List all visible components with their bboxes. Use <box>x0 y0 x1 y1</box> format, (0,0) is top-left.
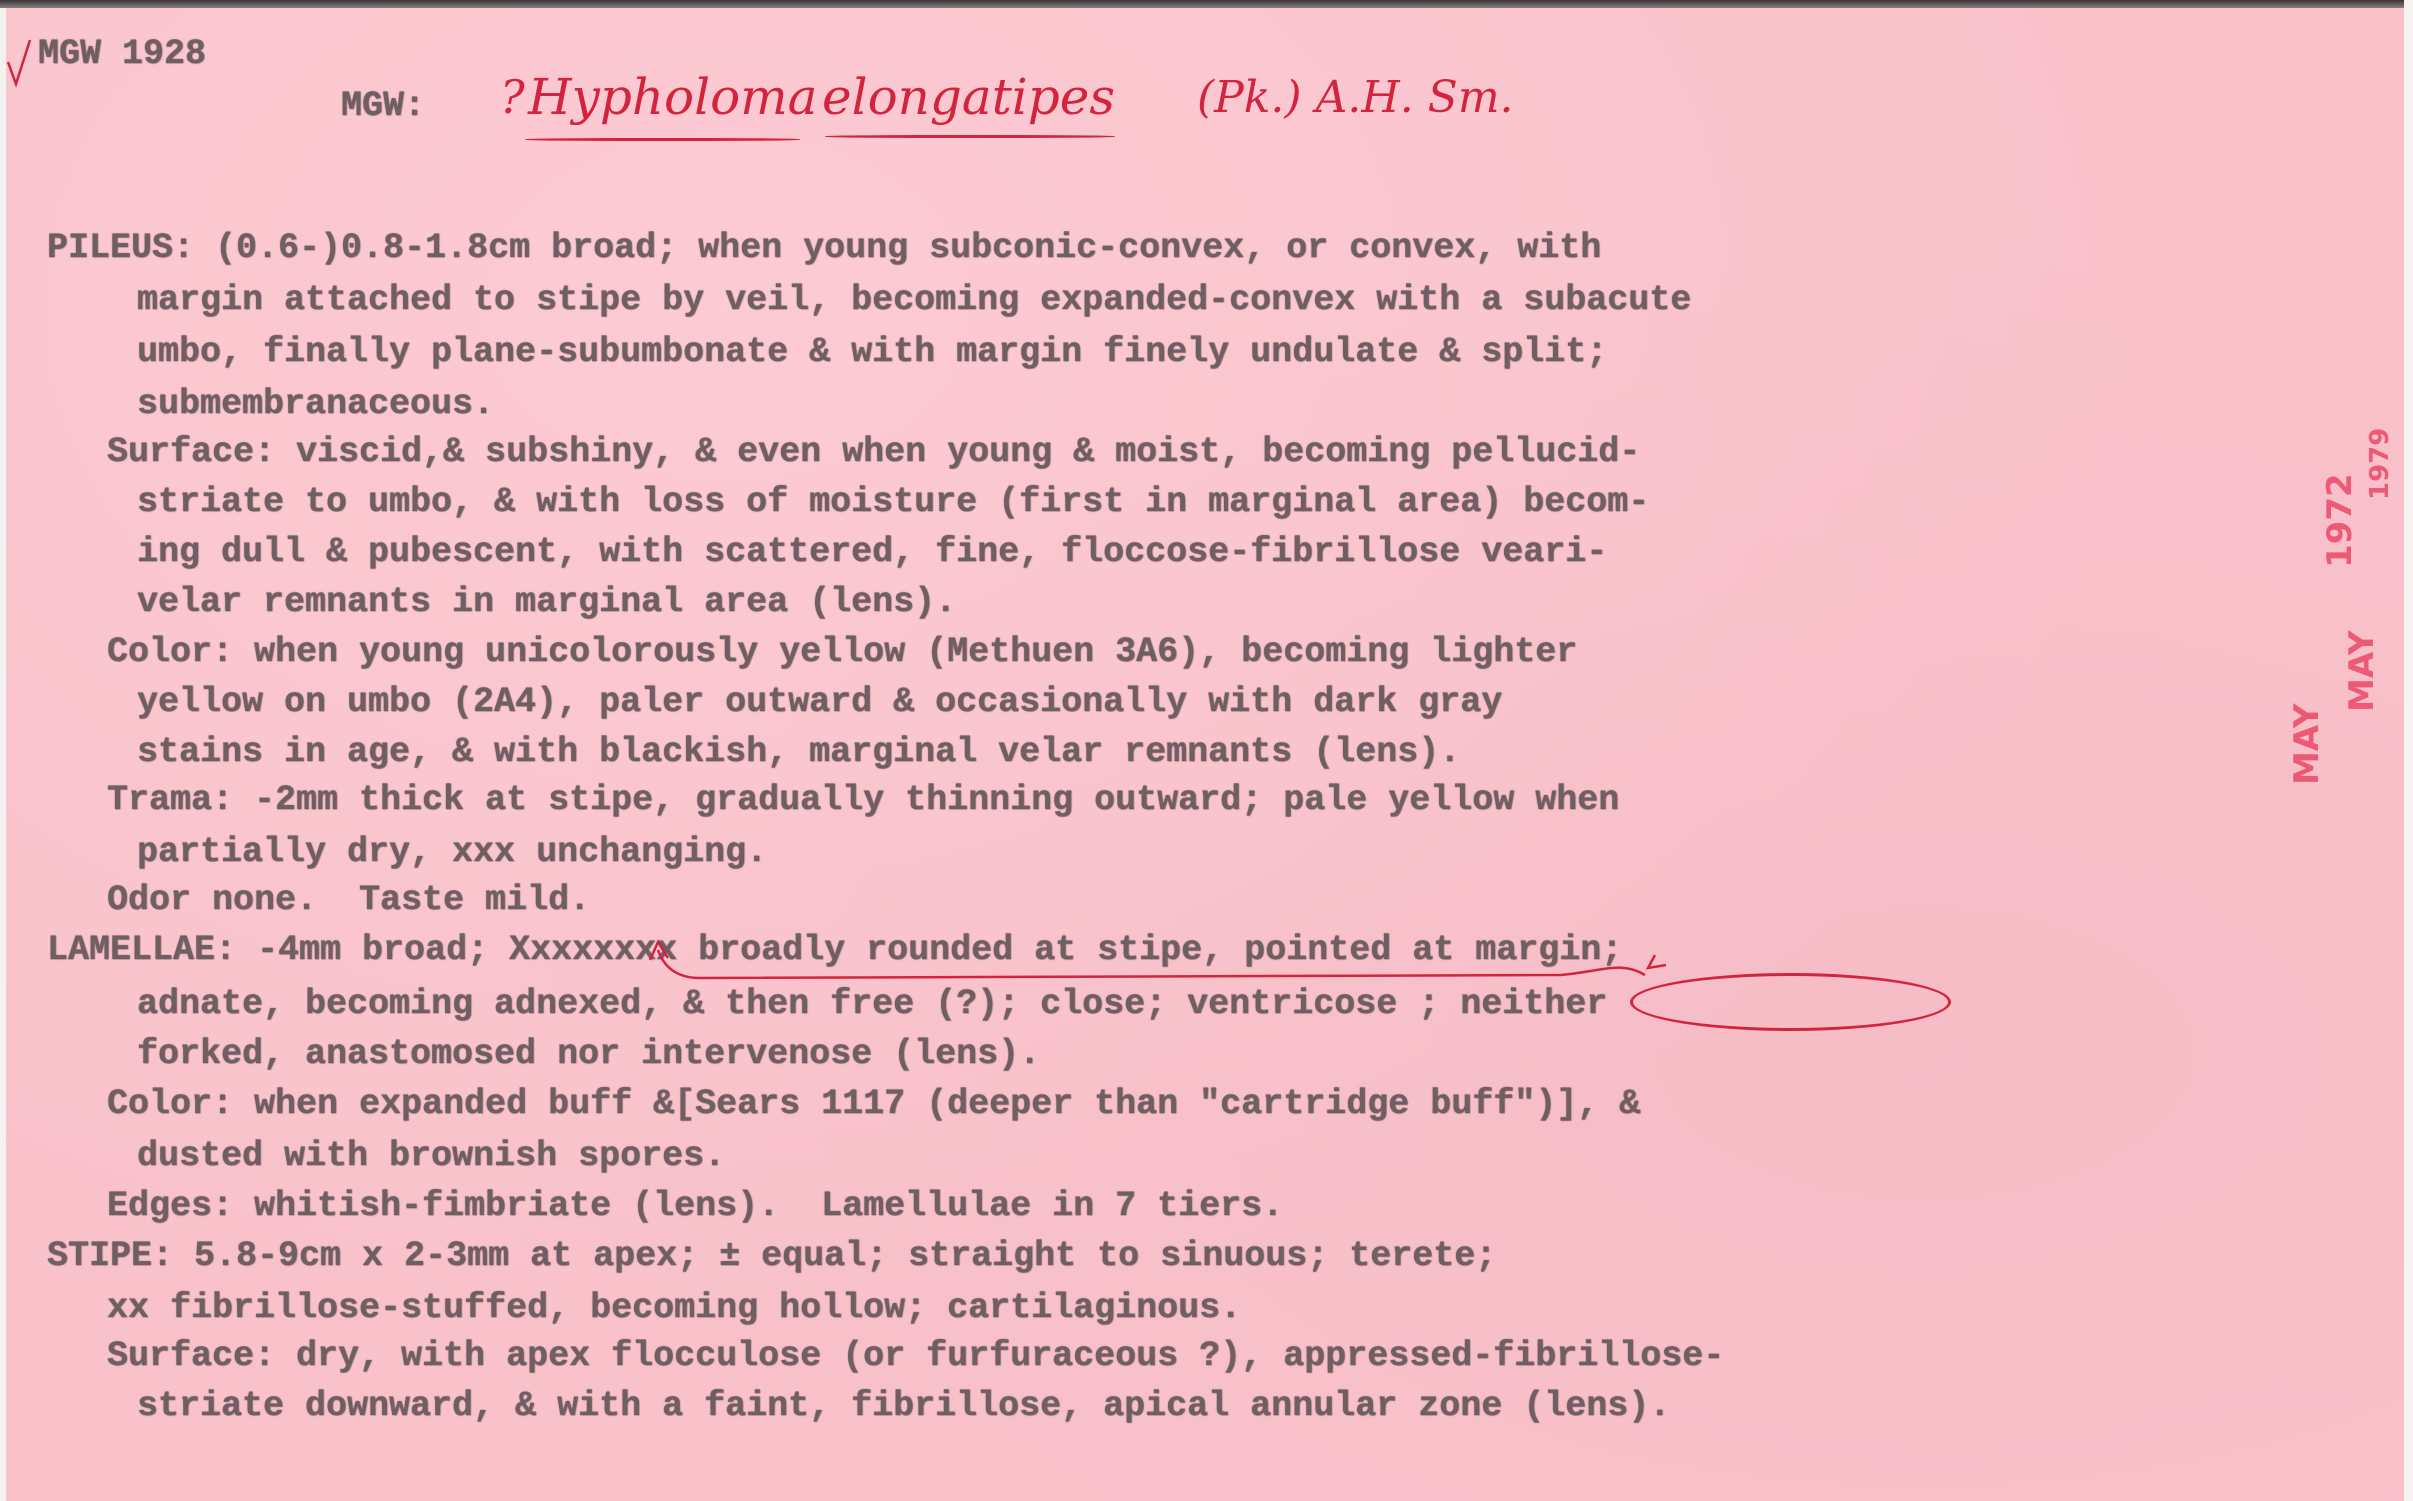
determination-authority: (Pk.) A.H. Sm. <box>1197 72 1514 123</box>
pileus-surface-line-2: striate to umbo, & with loss of moisture (first in marginal area) becom- <box>137 482 1650 522</box>
stipe-line-2: xx fibrillose-stuffed, becoming hollow; cartilaginous. <box>107 1288 1242 1328</box>
pileus-line-4: submembranaceous. <box>137 384 495 424</box>
query-mark: ? <box>500 70 525 124</box>
lamellae-line-1: LAMELLAE: -4mm broad; Xxxxxxxx broadly rounded at stipe, pointed at margin; <box>47 930 1623 970</box>
date-stamp-year-1972: 1972 <box>2320 473 2360 568</box>
trama-line-2: partially dry, xxx unchanging. <box>137 832 768 872</box>
determination-label: MGW: <box>341 86 426 126</box>
date-stamp-year-1979: 1979 <box>2365 427 2395 500</box>
pileus-surface-line-3: ing dull & pubescent, with scattered, fine, floccose-fibrillose veari- <box>137 532 1608 572</box>
determination-epithet: elongatipes <box>822 68 1116 126</box>
trama-line-1: Trama: -2mm thick at stipe, gradually thinning outward; pale yellow when <box>107 780 1620 820</box>
determination-genus: Hypholoma <box>528 68 818 126</box>
pileus-line-2: margin attached to stipe by veil, becoming expanded-convex with a subacute <box>137 280 1692 320</box>
lamellae-edges-line: Edges: whitish-fimbriate (lens). Lamellulae in 7 tiers. <box>107 1186 1284 1226</box>
stipe-line-1: STIPE: 5.8-9cm x 2-3mm at apex; ± equal; straight to sinuous; terete; <box>47 1236 1497 1276</box>
collection-number: MGW 1928 <box>38 34 207 74</box>
odor-taste-line: Odor none. Taste mild. <box>107 880 591 920</box>
lamellae-line-2: adnate, becoming adnexed, & then free (?); close; ventricose ; neither <box>137 984 1608 1024</box>
pileus-color-line-3: stains in age, & with blackish, marginal velar remnants (lens). <box>137 732 1461 772</box>
pileus-surface-line-4: velar remnants in marginal area (lens). <box>137 582 957 622</box>
lamellae-color-line-1: Color: when expanded buff &[Sears 1117 (deeper than "cartridge buff")], & <box>107 1084 1641 1124</box>
pileus-color-line-1: Color: when young unicolorously yellow (Methuen 3A6), becoming lighter <box>107 632 1578 672</box>
pileus-line-3: umbo, finally plane-subumbonate & with margin finely undulate & split; <box>137 332 1608 372</box>
lamellae-color-line-2: dusted with brownish spores. <box>137 1136 726 1176</box>
stipe-surface-line-1: Surface: dry, with apex flocculose (or furfuraceous ?), appressed-fibrillose- <box>107 1336 1725 1376</box>
pileus-line-1: PILEUS: (0.6-)0.8-1.8cm broad; when young subconic-convex, or convex, with <box>47 228 1602 268</box>
pileus-color-line-2: yellow on umbo (2A4), paler outward & occasionally with dark gray <box>137 682 1503 722</box>
date-stamp-month-2: MAY <box>2342 630 2382 712</box>
pileus-surface-line-1: Surface: viscid,& subshiny, & even when young & moist, becoming pellucid- <box>107 432 1641 472</box>
stipe-surface-line-2: striate downward, & with a faint, fibrillose, apical annular zone (lens). <box>137 1386 1671 1426</box>
date-stamp-month-1: MAY <box>2287 703 2327 785</box>
lamellae-line-3: forked, anastomosed nor intervenose (lens). <box>137 1034 1041 1074</box>
